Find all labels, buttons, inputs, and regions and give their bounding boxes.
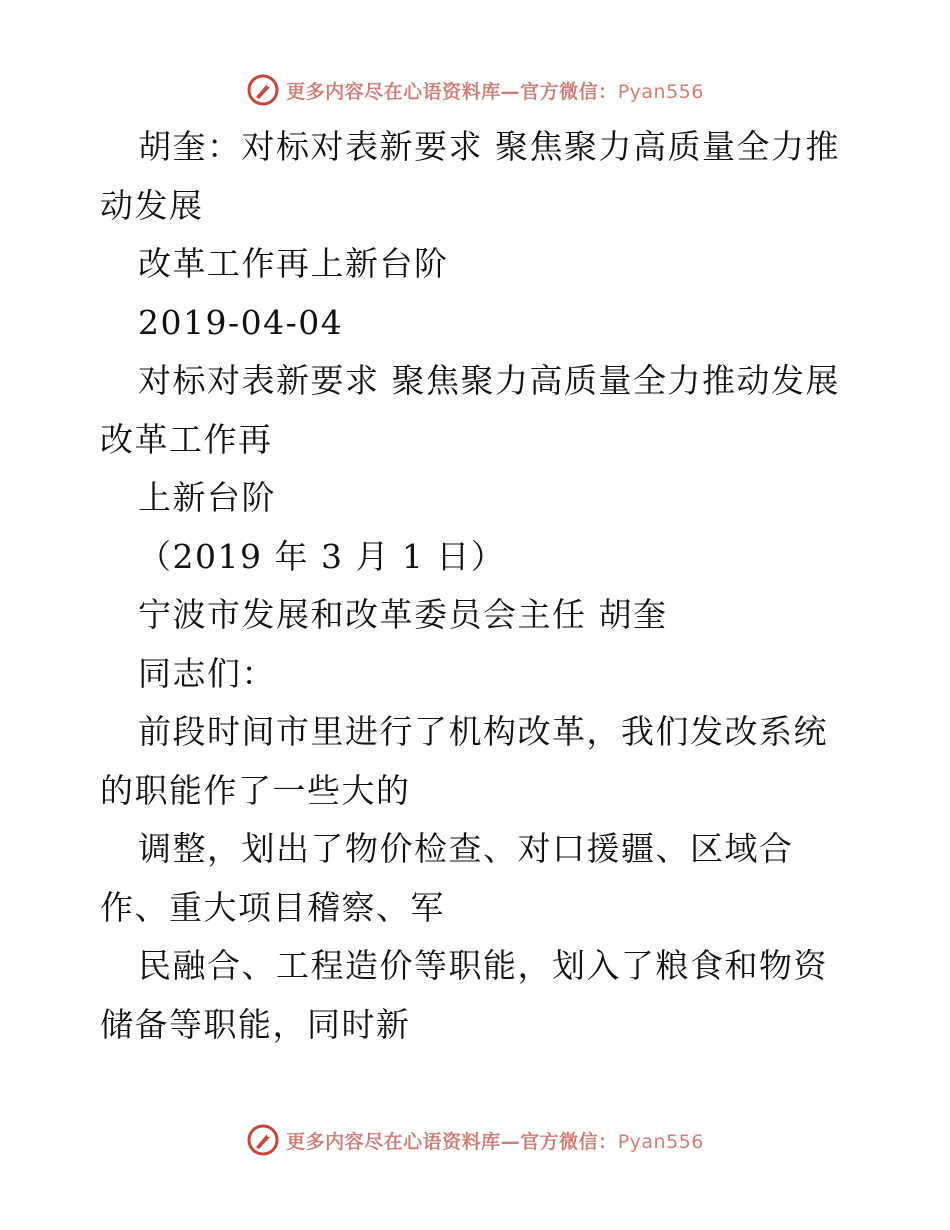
- paragraph-subtitle-cont: 上新台阶: [138, 478, 276, 517]
- watermark-text: 更多内容尽在心语资料库—官方微信：Pyan556: [286, 1130, 704, 1153]
- paragraph-subtitle: 对标对表新要求 聚焦聚力高质量全力推动发展改革工作再: [100, 361, 840, 459]
- footer-watermark: [0, 1120, 950, 1160]
- paragraph-body-3: 民融合、工程造价等职能，划入了粮食和物资储备等职能，同时新: [100, 946, 828, 1044]
- paragraph-date: 2019-04-04: [138, 302, 344, 342]
- paragraph-speech-date: （2019 年 3 月 1 日）: [138, 536, 506, 576]
- paragraph-body-1: 前段时间市里进行了机构改革，我们发改系统的职能作了一些大的: [100, 712, 828, 810]
- pen-nib-logo-icon: [246, 1123, 280, 1157]
- paragraph-salutation: 同志们：: [138, 653, 276, 693]
- document-body: [100, 118, 860, 1054]
- paragraph-title-cont: 改革工作再上新台阶: [138, 244, 449, 283]
- paragraph-title: 胡奎：对标对表新要求 聚焦聚力高质量全力推动发展: [100, 127, 840, 225]
- watermark-text: 更多内容尽在心语资料库—官方微信：Pyan556: [286, 80, 704, 103]
- header-watermark: [0, 70, 950, 110]
- pen-nib-logo-icon: [246, 73, 280, 107]
- paragraph-speaker: 宁波市发展和改革委员会主任 胡奎: [138, 595, 668, 634]
- paragraph-body-2: 调整，划出了物价检查、对口援疆、区域合作、重大项目稽察、军: [100, 829, 794, 927]
